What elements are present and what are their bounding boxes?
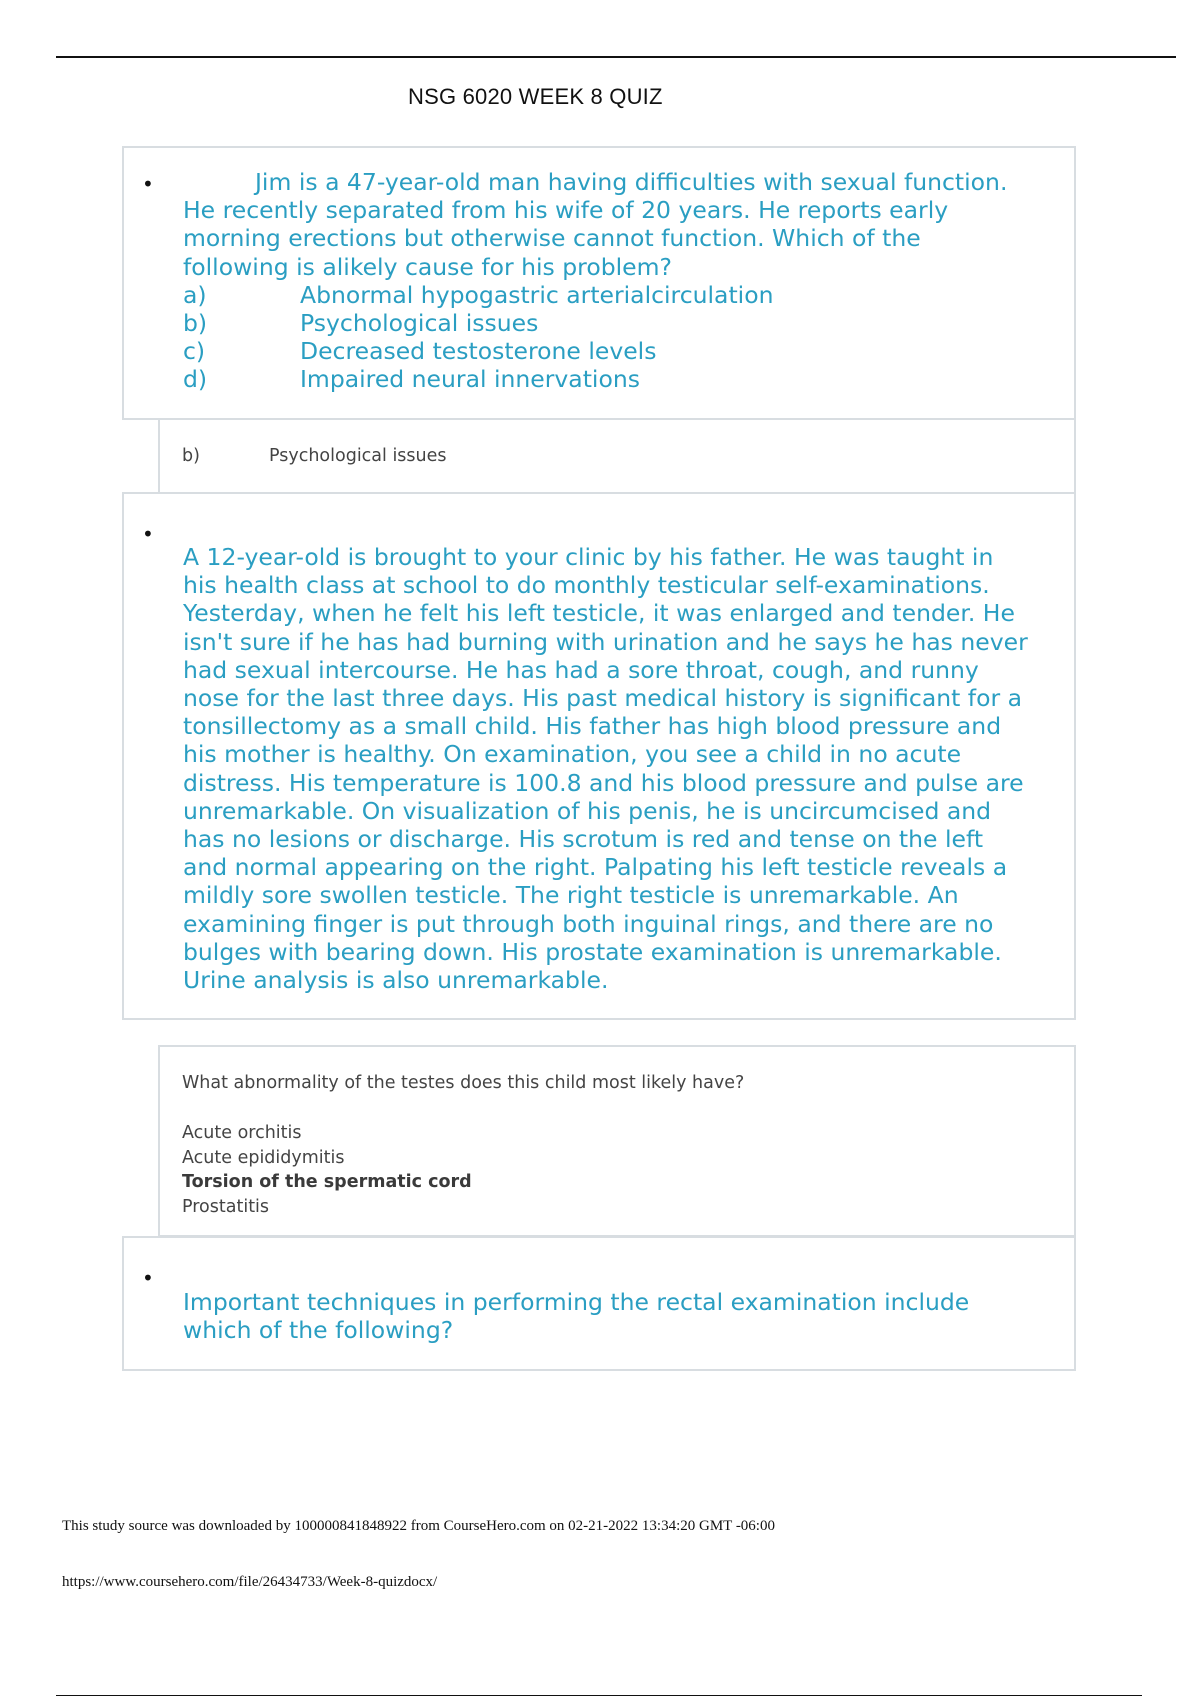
choice-item: Acute epididymitis <box>182 1147 345 1168</box>
page-title: NSG 6020 WEEK 8 QUIZ <box>408 84 663 109</box>
option-c <box>183 337 1007 365</box>
question-line: following is alikely cause for his problem? <box>183 252 672 281</box>
question-line: Jim is a 47-year-old man having difficulties with sexual function. <box>255 168 1008 196</box>
footer-url[interactable]: https://www.coursehero.com/file/26434733/Week-8-quizdocx/ <box>62 1574 438 1590</box>
option-text: Impaired neural innervations <box>300 365 640 394</box>
question-box-2 <box>122 492 1076 1020</box>
option-letter: d) <box>183 365 208 394</box>
answer-box-1 <box>158 418 1076 494</box>
question-line: and normal appearing on the right. Palpating his left testicle reveals a <box>183 853 1008 882</box>
question-2-text <box>183 543 1028 994</box>
question-line: examining finger is put through both inguinal rings, and there are no <box>183 909 994 938</box>
answer-1 <box>182 446 447 466</box>
question-1-text <box>183 168 1007 394</box>
question-line: tonsillectomy as a small child. His father has high blood pressure and <box>183 712 1002 741</box>
question-line: unremarkable. On visualization of his penis, he is uncircumcised and <box>183 796 992 825</box>
question-line: Urine analysis is also unremarkable. <box>183 966 609 995</box>
option-letter: a) <box>183 280 207 309</box>
footer-source-note: This study source was downloaded by 100000841848922 from CourseHero.com on 02-21-2022 13:34:20 GMT -06:00 <box>62 1518 775 1534</box>
answer-letter: b) <box>182 446 200 466</box>
question-line: bulges with bearing down. His prostate examination is unremarkable. <box>183 937 1002 966</box>
bullet-icon: • <box>142 172 154 196</box>
question-line: which of the following? <box>183 1316 454 1345</box>
option-text: Abnormal hypogastric arterialcirculation <box>300 280 774 309</box>
question-line: morning erections but otherwise cannot function. Which of the <box>183 224 921 253</box>
answer-text: Psychological issues <box>269 446 447 466</box>
question-line: nose for the last three days. His past medical history is significant for a <box>183 684 1022 713</box>
question-line: distress. His temperature is 100.8 and his blood pressure and pulse are <box>183 768 1024 797</box>
question-3-text <box>183 1288 969 1344</box>
answer-2-choices <box>182 1121 472 1219</box>
question-line: his health class at school to do monthly testicular self-examinations. <box>183 571 990 600</box>
option-text: Decreased testosterone levels <box>300 337 657 366</box>
bullet-icon: • <box>142 1266 154 1290</box>
question-line: had sexual intercourse. He has had a sore throat, cough, and runny <box>183 655 979 684</box>
answer-box-2 <box>158 1045 1076 1237</box>
option-d <box>183 365 1007 393</box>
bullet-icon: • <box>142 522 154 546</box>
question-line: his mother is healthy. On examination, you see a child in no acute <box>183 740 962 769</box>
option-b <box>183 309 1007 337</box>
choice-item: Prostatitis <box>182 1196 270 1217</box>
option-letter: b) <box>183 309 208 338</box>
question-line: He recently separated from his wife of 20 years. He reports early <box>183 196 949 225</box>
option-letter: c) <box>183 337 206 366</box>
option-text: Psychological issues <box>300 309 539 338</box>
question-line: has no lesions or discharge. His scrotum is red and tense on the left <box>183 825 984 854</box>
question-line: isn't sure if he has had burning with urination and he says he has never <box>183 627 1028 656</box>
option-a <box>183 281 1007 309</box>
question-box-1 <box>122 146 1076 420</box>
bottom-rule <box>56 1695 1142 1696</box>
question-box-3 <box>122 1236 1076 1371</box>
choice-item: Acute orchitis <box>182 1123 302 1143</box>
question-line: Important techniques in performing the rectal examination include <box>183 1288 970 1316</box>
question-line: A 12-year-old is brought to your clinic by his father. He was taught in <box>183 543 994 571</box>
answer-2-prompt: What abnormality of the testes does this child most likely have? <box>182 1073 745 1093</box>
question-line: Yesterday, when he felt his left testicle, it was enlarged and tender. He <box>183 599 1015 628</box>
choice-item-correct: Torsion of the spermatic cord <box>182 1172 472 1192</box>
top-rule <box>56 56 1176 58</box>
question-line: mildly sore swollen testicle. The right testicle is unremarkable. An <box>183 881 959 910</box>
